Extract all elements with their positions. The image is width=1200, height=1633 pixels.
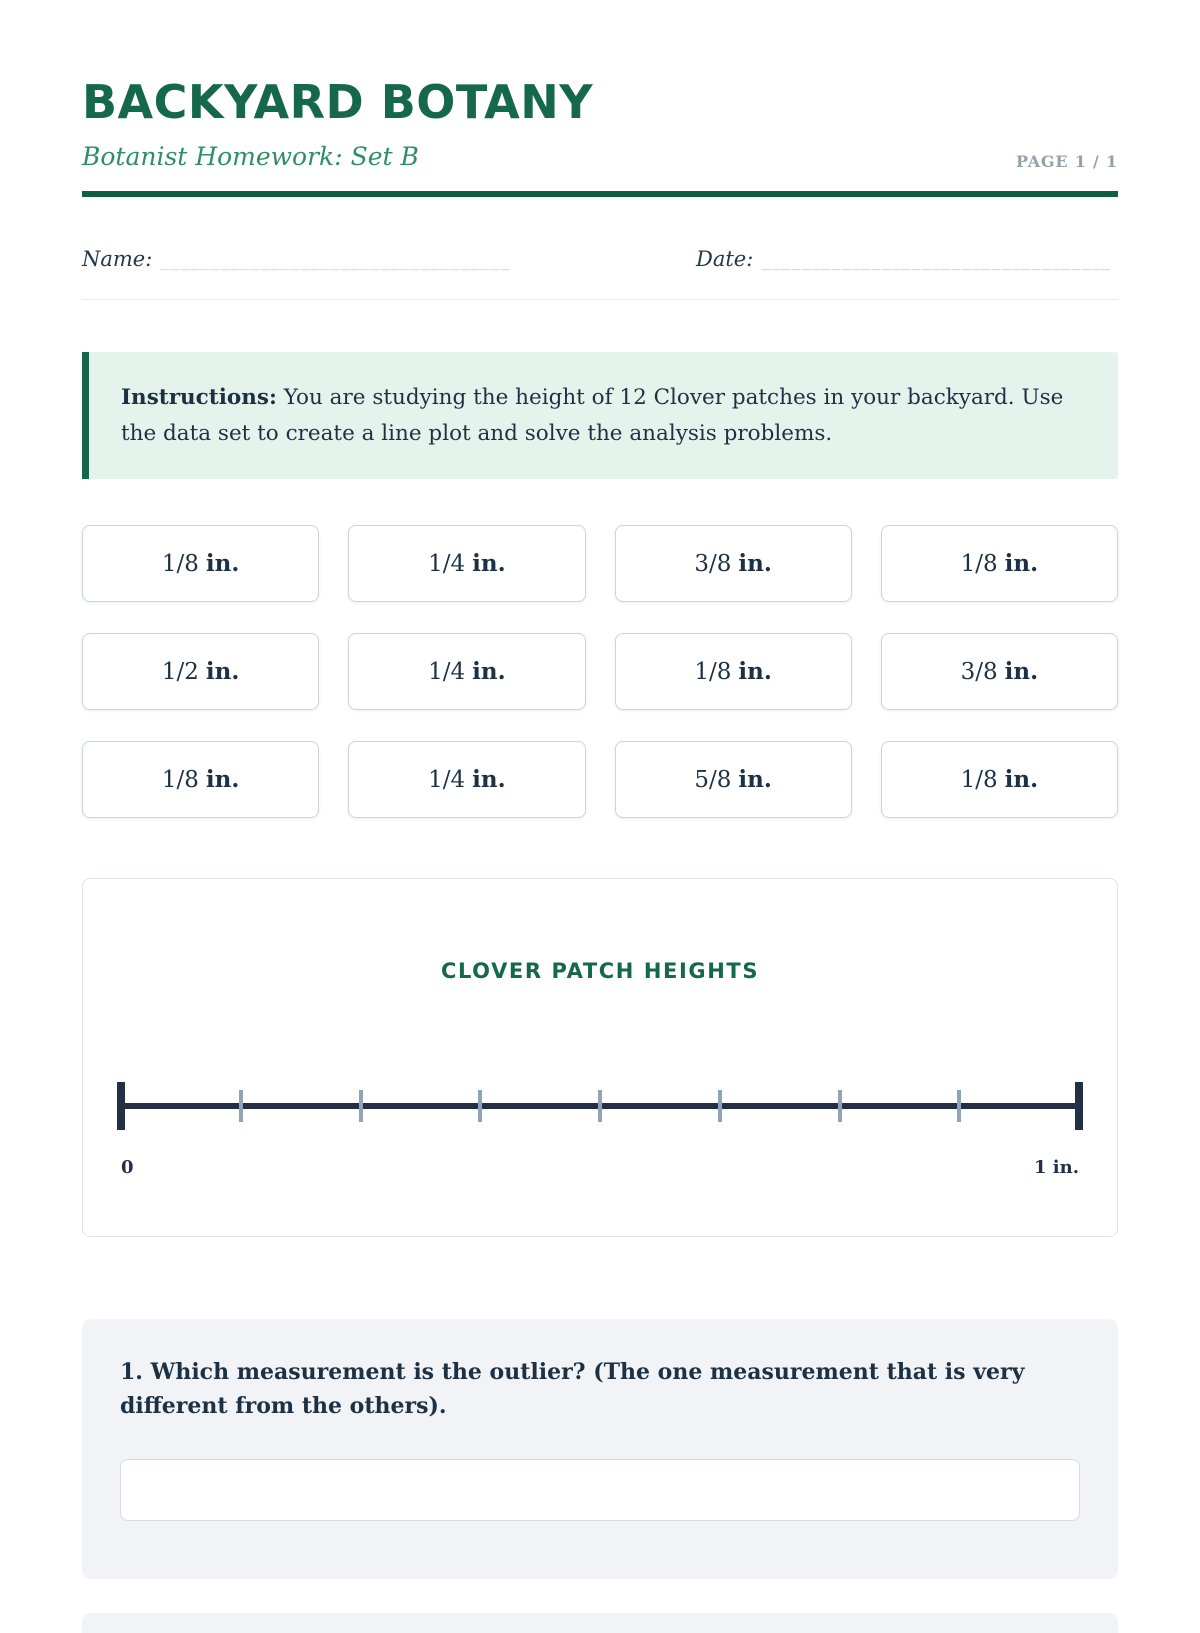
number-line-tick <box>957 1090 961 1122</box>
measurement-fraction: 1/8 <box>161 766 199 793</box>
number-line-tick <box>1075 1082 1083 1130</box>
name-field[interactable] <box>82 247 600 271</box>
measurement-card <box>881 525 1118 602</box>
number-line-tick <box>838 1090 842 1122</box>
number-line-tick <box>117 1082 125 1130</box>
date-field[interactable] <box>600 247 1118 271</box>
axis-start-label: 0 <box>121 1157 134 1179</box>
number-line-tick <box>478 1090 482 1122</box>
date-label: Date: <box>696 247 754 272</box>
measurement-unit: in. <box>472 766 506 794</box>
name-blank-line[interactable]: ___________________________________ <box>160 250 511 272</box>
page-indicator: PAGE 1 / 1 <box>1016 152 1118 172</box>
number-line-tick <box>718 1090 722 1122</box>
measurement-fraction: 1/4 <box>428 550 466 577</box>
measurement-card <box>82 741 319 818</box>
date-blank-line[interactable]: ___________________________________ <box>761 250 1112 272</box>
measurement-unit: in. <box>205 766 240 794</box>
line-plot-container <box>82 878 1118 1237</box>
measurement-unit: in. <box>738 658 772 686</box>
number-line-tick <box>598 1090 602 1122</box>
measurement-card <box>881 633 1118 710</box>
measurement-unit: in. <box>472 658 506 686</box>
measurement-card <box>82 525 319 602</box>
measurement-fraction: 1/8 <box>960 766 998 793</box>
measurement-fraction: 1/2 <box>161 658 199 685</box>
measurement-card <box>881 741 1118 818</box>
measurement-card <box>615 525 852 602</box>
axis-labels <box>121 1157 1079 1178</box>
measurement-fraction: 1/4 <box>428 766 466 793</box>
name-label: Name: <box>82 247 153 272</box>
measurement-unit: in. <box>1004 658 1039 686</box>
worksheet-subtitle: Botanist Homework: Set B <box>82 142 419 172</box>
question-2-section-partial <box>82 1613 1118 1633</box>
header <box>82 75 1118 197</box>
measurement-fraction: 5/8 <box>694 766 732 793</box>
instructions-label: Instructions: <box>121 385 277 411</box>
question-1-text: 1. Which measurement is the outlier? (The one measurement that is very different from the others). <box>120 1359 1025 1420</box>
header-divider <box>82 191 1118 197</box>
measurement-card <box>82 633 319 710</box>
measurement-unit: in. <box>205 658 240 686</box>
measurement-grid <box>82 525 1118 818</box>
measurement-fraction: 1/4 <box>428 658 466 685</box>
measurement-unit: in. <box>1004 550 1039 578</box>
measurement-fraction: 1/8 <box>694 658 732 685</box>
measurement-card <box>615 633 852 710</box>
axis-end-label: 1 in. <box>1034 1157 1079 1179</box>
measurement-card <box>348 525 585 602</box>
measurement-card <box>615 741 852 818</box>
instructions-callout <box>82 352 1118 479</box>
measurement-fraction: 1/8 <box>960 550 998 577</box>
measurement-card <box>348 741 585 818</box>
question-1-answer-input[interactable] <box>120 1459 1080 1521</box>
measurement-unit: in. <box>472 550 506 578</box>
measurement-fraction: 1/8 <box>161 550 199 577</box>
measurement-unit: in. <box>738 550 772 578</box>
page-title: BACKYARD BOTANY <box>82 75 594 129</box>
number-line-tick <box>359 1090 363 1122</box>
measurement-unit: in. <box>205 550 240 578</box>
number-line-tick <box>239 1090 243 1122</box>
measurement-card <box>348 633 585 710</box>
number-line[interactable] <box>121 1081 1079 1131</box>
question-1-section <box>82 1319 1118 1579</box>
line-plot-title: CLOVER PATCH HEIGHTS <box>440 959 760 984</box>
measurement-unit: in. <box>1004 766 1039 794</box>
instructions-text: You are studying the height of 12 Clover patches in your backyard. Use the data set to create a line plot and solve the analysis problems. <box>121 385 1064 446</box>
measurement-fraction: 3/8 <box>960 658 998 685</box>
measurement-fraction: 3/8 <box>694 550 732 577</box>
name-date-row <box>82 247 1118 300</box>
subtitle-row <box>82 142 1118 171</box>
measurement-unit: in. <box>738 766 772 794</box>
